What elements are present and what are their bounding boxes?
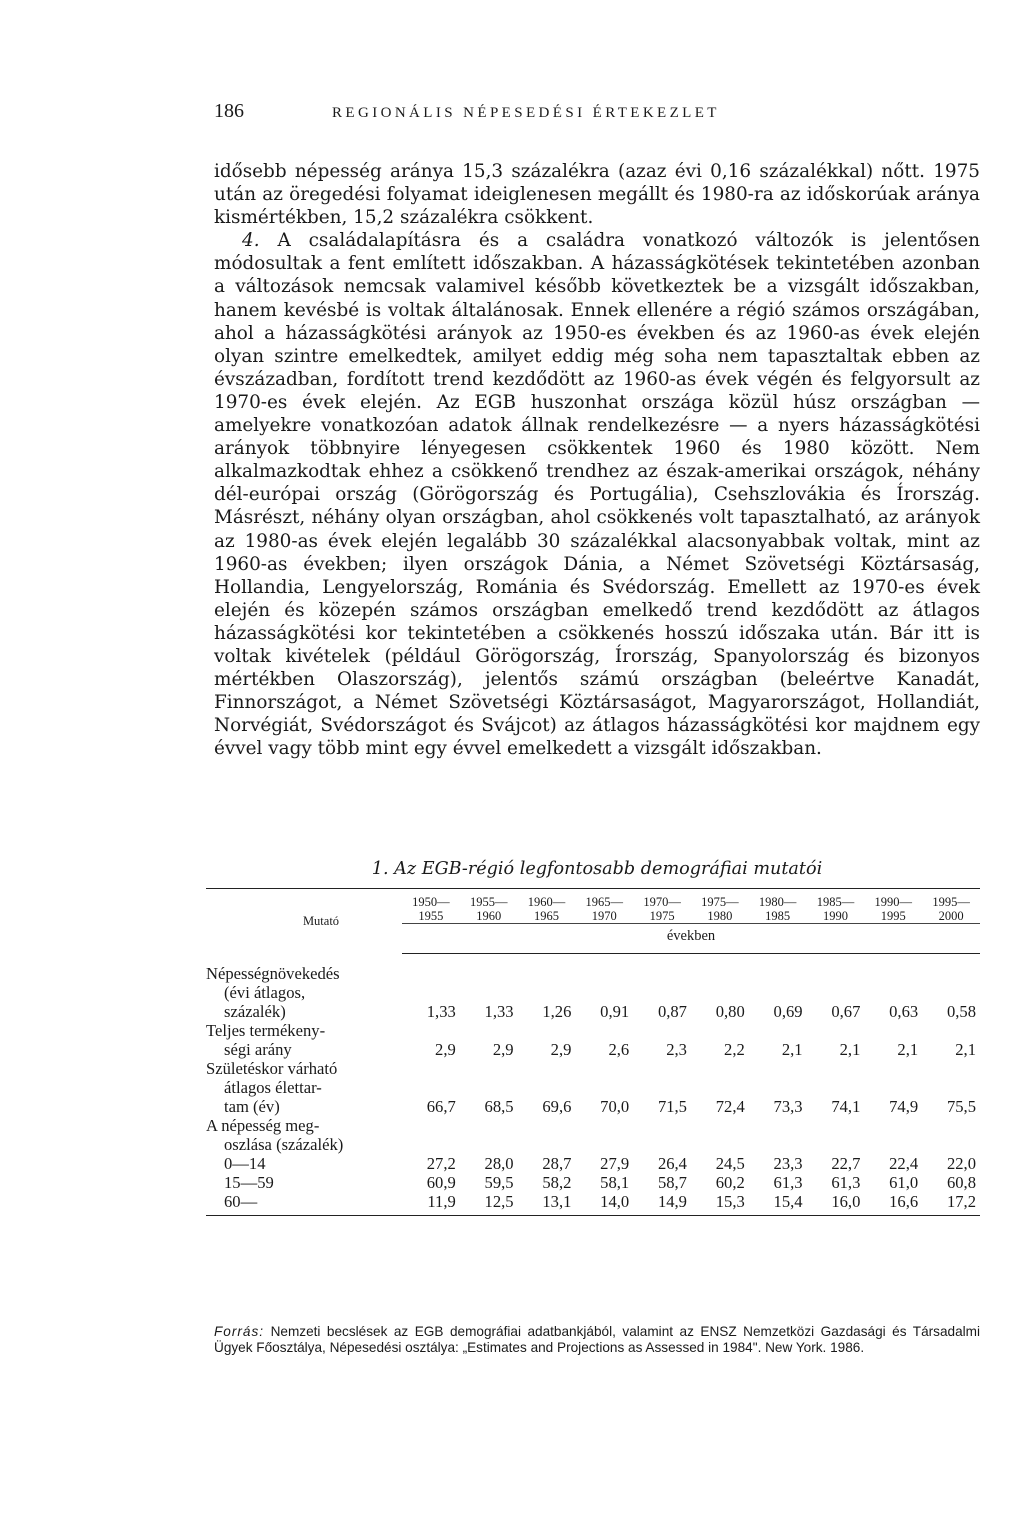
value-cell: 70,0 (600, 1096, 630, 1116)
period-start: 1955— (469, 895, 508, 909)
row-label (206, 1059, 402, 1116)
source-text: Nemzeti becslések az EGB demográfiai adatbankjából, valamint az ENSZ Nemzetközi Gazdasági és Társadalmi Ügyek Főosztálya, Népesedési osztálya: „Estimates and Projections as Assessed in 1984". New York. 1986. (214, 1324, 980, 1356)
value-cell: 2,3 (666, 1039, 687, 1059)
value-cell: 60,8 (946, 1172, 976, 1192)
value-cell: 2,9 (550, 1039, 572, 1059)
period-start: 1950— (412, 895, 450, 909)
page-number: 186 (214, 100, 244, 122)
table-row (206, 1059, 980, 1116)
value-cell (402, 1116, 460, 1154)
row-label-line: Népességnövekedés (206, 963, 340, 983)
value-cell: 12,5 (484, 1191, 514, 1211)
row-label (206, 1116, 402, 1154)
value-cell: 58,1 (600, 1172, 630, 1192)
period-start: 1980— (758, 895, 797, 909)
period-header (807, 889, 865, 924)
value-cell: 66,7 (426, 1096, 456, 1116)
period-header (575, 889, 633, 924)
value-cell: 17,2 (946, 1191, 976, 1211)
value-cell: 13,1 (542, 1191, 572, 1211)
value-cell: 0,67 (831, 1001, 861, 1021)
row-label-line: A népesség meg- (206, 1115, 320, 1135)
row-label (206, 1173, 402, 1192)
table-row (206, 1116, 980, 1154)
value-cell: 14,9 (657, 1191, 687, 1211)
value-cell: 1,33 (426, 1001, 456, 1021)
row-label-line: Születéskor várható (206, 1058, 338, 1078)
value-cell: 2,1 (955, 1039, 976, 1059)
row-label (206, 1154, 402, 1173)
period-end: 1955 (418, 909, 444, 923)
value-cell: 74,9 (889, 1096, 919, 1116)
period-end: 1990 (822, 909, 848, 923)
value-cell: 28,0 (484, 1153, 514, 1173)
value-cell: 0,80 (715, 1001, 745, 1021)
value-cell (518, 1116, 576, 1154)
period-header (460, 889, 518, 924)
value-cell: 15,3 (715, 1191, 745, 1211)
period-end: 2000 (938, 909, 964, 923)
value-cell: 22,7 (831, 1153, 861, 1173)
value-cell: 22,0 (946, 1153, 976, 1173)
period-end: 1995 (880, 909, 906, 923)
period-end: 1970 (591, 909, 617, 923)
period-header (633, 889, 691, 924)
value-cell: 2,2 (724, 1039, 745, 1059)
value-cell: 58,7 (657, 1172, 687, 1192)
paragraph-2 (214, 229, 980, 760)
value-cell: 2,1 (781, 1039, 803, 1059)
value-cell: 69,6 (542, 1096, 572, 1116)
value-cell (864, 1116, 922, 1154)
period-header (518, 889, 576, 924)
period-end: 1960 (476, 909, 502, 923)
value-cell: 11,9 (427, 1191, 456, 1211)
period-header (864, 889, 922, 924)
value-cell: 2,9 (435, 1039, 456, 1059)
running-head: REGIONÁLIS NÉPESEDÉSI ÉRTEKEZLET (332, 105, 720, 121)
value-cell (633, 1116, 691, 1154)
row-label-line: százalék) (224, 1001, 286, 1021)
period-start: 1985— (816, 895, 855, 909)
source-note (214, 1324, 980, 1356)
value-cell: 60,2 (715, 1172, 745, 1192)
table-row (206, 1021, 980, 1059)
row-label-line: 0—14 (224, 1153, 266, 1173)
value-cell: 22,4 (889, 1153, 919, 1173)
value-cell (691, 1116, 749, 1154)
row-label-line: Teljes termékeny- (206, 1020, 326, 1040)
value-cell: 0,63 (889, 1001, 919, 1021)
table-row (206, 1154, 980, 1173)
value-cell: 2,1 (839, 1039, 861, 1059)
paragraph-1: idősebb népesség aránya 15,3 százalékra (azaz évi 0,16 százalékkal) nőtt. 1975 után az öregedési folyamat ideiglenesen megállt és 1980-ra az időskorúak aránya kismértékben, 15,2 százalékra csökkent. (214, 161, 980, 229)
table-caption: 1. Az EGB-régió legfontosabb demográfiai mutatói (371, 859, 823, 879)
value-cell: 16,6 (889, 1191, 919, 1211)
value-cell: 15,4 (773, 1191, 803, 1211)
value-cell: 2,9 (492, 1039, 514, 1059)
value-cell: 58,2 (542, 1172, 572, 1192)
demographic-table (206, 888, 980, 1216)
period-start: 1960— (527, 895, 566, 909)
value-cell: 0,91 (600, 1001, 630, 1021)
value-cell: 74,1 (831, 1096, 861, 1116)
period-start: 1970— (643, 895, 681, 909)
unit-header: években (402, 924, 980, 954)
source-label: Forrás: (214, 1324, 265, 1339)
body-text (214, 160, 980, 760)
value-cell: 75,5 (946, 1096, 976, 1116)
table-bottom-rule (206, 1211, 980, 1216)
row-label (206, 1021, 402, 1059)
row-label-line: 60— (224, 1191, 258, 1211)
period-end: 1965 (533, 909, 559, 923)
value-cell: 59,5 (484, 1172, 514, 1192)
period-header (691, 889, 749, 924)
value-cell: 16,0 (831, 1191, 861, 1211)
row-label (206, 1192, 402, 1211)
value-cell: 24,5 (715, 1153, 745, 1173)
period-start: 1990— (874, 895, 913, 909)
row-label-line: ségi arány (224, 1039, 292, 1059)
value-cell (807, 1116, 865, 1154)
value-cell: 0,58 (946, 1001, 976, 1021)
table-row (206, 1173, 980, 1192)
value-cell: 2,6 (608, 1039, 630, 1059)
value-cell: 61,0 (889, 1172, 919, 1192)
period-end: 1980 (707, 909, 733, 923)
value-cell: 68,5 (484, 1096, 514, 1116)
value-cell: 2,1 (897, 1039, 919, 1059)
value-cell: 27,9 (600, 1153, 630, 1173)
value-cell: 71,5 (657, 1096, 687, 1116)
page-header (214, 100, 974, 123)
value-cell: 28,7 (542, 1153, 572, 1173)
value-cell: 26,4 (657, 1153, 687, 1173)
period-start: 1995— (932, 895, 970, 909)
row-label-line: 15—59 (224, 1172, 274, 1192)
indicator-header: Mutató (206, 889, 402, 954)
row-label-line: átlagos élettar- (224, 1077, 322, 1097)
value-cell: 27,2 (426, 1153, 456, 1173)
row-label-line: oszlása (százalék) (224, 1134, 344, 1154)
row-label-line: tam (év) (224, 1096, 280, 1116)
period-end: 1975 (649, 909, 675, 923)
paragraph-2-number: 4. (242, 230, 260, 252)
period-start: 1965— (585, 895, 624, 909)
value-cell: 72,4 (715, 1096, 745, 1116)
value-cell (575, 1116, 633, 1154)
value-cell (460, 1116, 518, 1154)
period-start: 1975— (701, 895, 739, 909)
row-label-line: (évi átlagos, (224, 982, 306, 1002)
table-row (206, 1192, 980, 1211)
value-cell: 14,0 (600, 1191, 630, 1211)
period-header (749, 889, 807, 924)
table-bottom-rule-cell (206, 1211, 980, 1216)
row-label (206, 954, 402, 1021)
value-cell: 73,3 (773, 1096, 803, 1116)
value-cell: 61,3 (831, 1172, 861, 1192)
value-cell (922, 1116, 980, 1154)
value-cell (749, 1116, 807, 1154)
value-cell: 23,3 (773, 1153, 803, 1173)
value-cell: 1,33 (484, 1001, 514, 1021)
value-cell: 60,9 (426, 1172, 456, 1192)
value-cell: 0,87 (657, 1001, 687, 1021)
period-header (922, 889, 980, 924)
table-row (206, 954, 980, 1021)
period-end: 1985 (765, 909, 791, 923)
value-cell: 0,69 (773, 1001, 803, 1021)
paragraph-2-text: A családalapításra és a családra vonatkozó változók is jelentősen módosultak a fent említett időszakban. A házasságkötések tekintetében azonban a változások nemcsak valamivel később következtek be a vizsgált időszakban, hanem kevésbé is voltak általánosak. Ennek ellenére a régió számos országában, ahol a házasságkötési arányok az 1950-es években és az 1960-as évek elején olyan szintre emelkedtek, amilyet eddig még soha nem tapasztaltak ebben az évszázadban, fordított trend kezdődött az 1960-as évek végén és felgyorsult az 1970-es évek elején. Az EGB huszonhat országa közül húsz országban — amelyekre vonatkozóan adatok állnak rendelkezésre — a nyers házasságkötési arányok többnyire lényegesen csökkentek 1960 és 1980 között. Nem alkalmazkodtak ehhez a csökkenő trendhez az észak-amerikai országok, néhány dél-európai ország (Görögország és Portugália), Csehszlovákia és Írország. Másrészt, néhány olyan országban, ahol csökkenés volt tapasztalható, az arányok az 1980-as évek elején legalább 30 százalékkal alacsonyabbak voltak, mint az 1960-as években; ilyen országok Dánia, a Német Szövetségi Köztársaság, Hollandia, Lengyelország, Románia és Svédország. Emellett az 1970-es évek elején és közepén számos országban emelkedő trend kezdődött az átlagos házasságkötési kor tekintetében a csökkenés hosszú időszaka után. Bár itt is voltak kivételek (például Görögország, Írország, Spanyolország és bizonyos mértékben Olaszország), jelentős számú országban (beleértve Kanadát, Finnországot, a Német Szövetségi Köztársaságot, Magyarországot, Hollandiát, Norvégiát, Svédországot és Svájcot) az átlagos házasságkötési kor majdnem egy évvel vagy több mint egy évvel emelkedett a vizsgált időszakban. (214, 230, 980, 760)
value-cell: 61,3 (773, 1172, 803, 1192)
period-header (402, 889, 460, 924)
value-cell: 1,26 (542, 1001, 572, 1021)
